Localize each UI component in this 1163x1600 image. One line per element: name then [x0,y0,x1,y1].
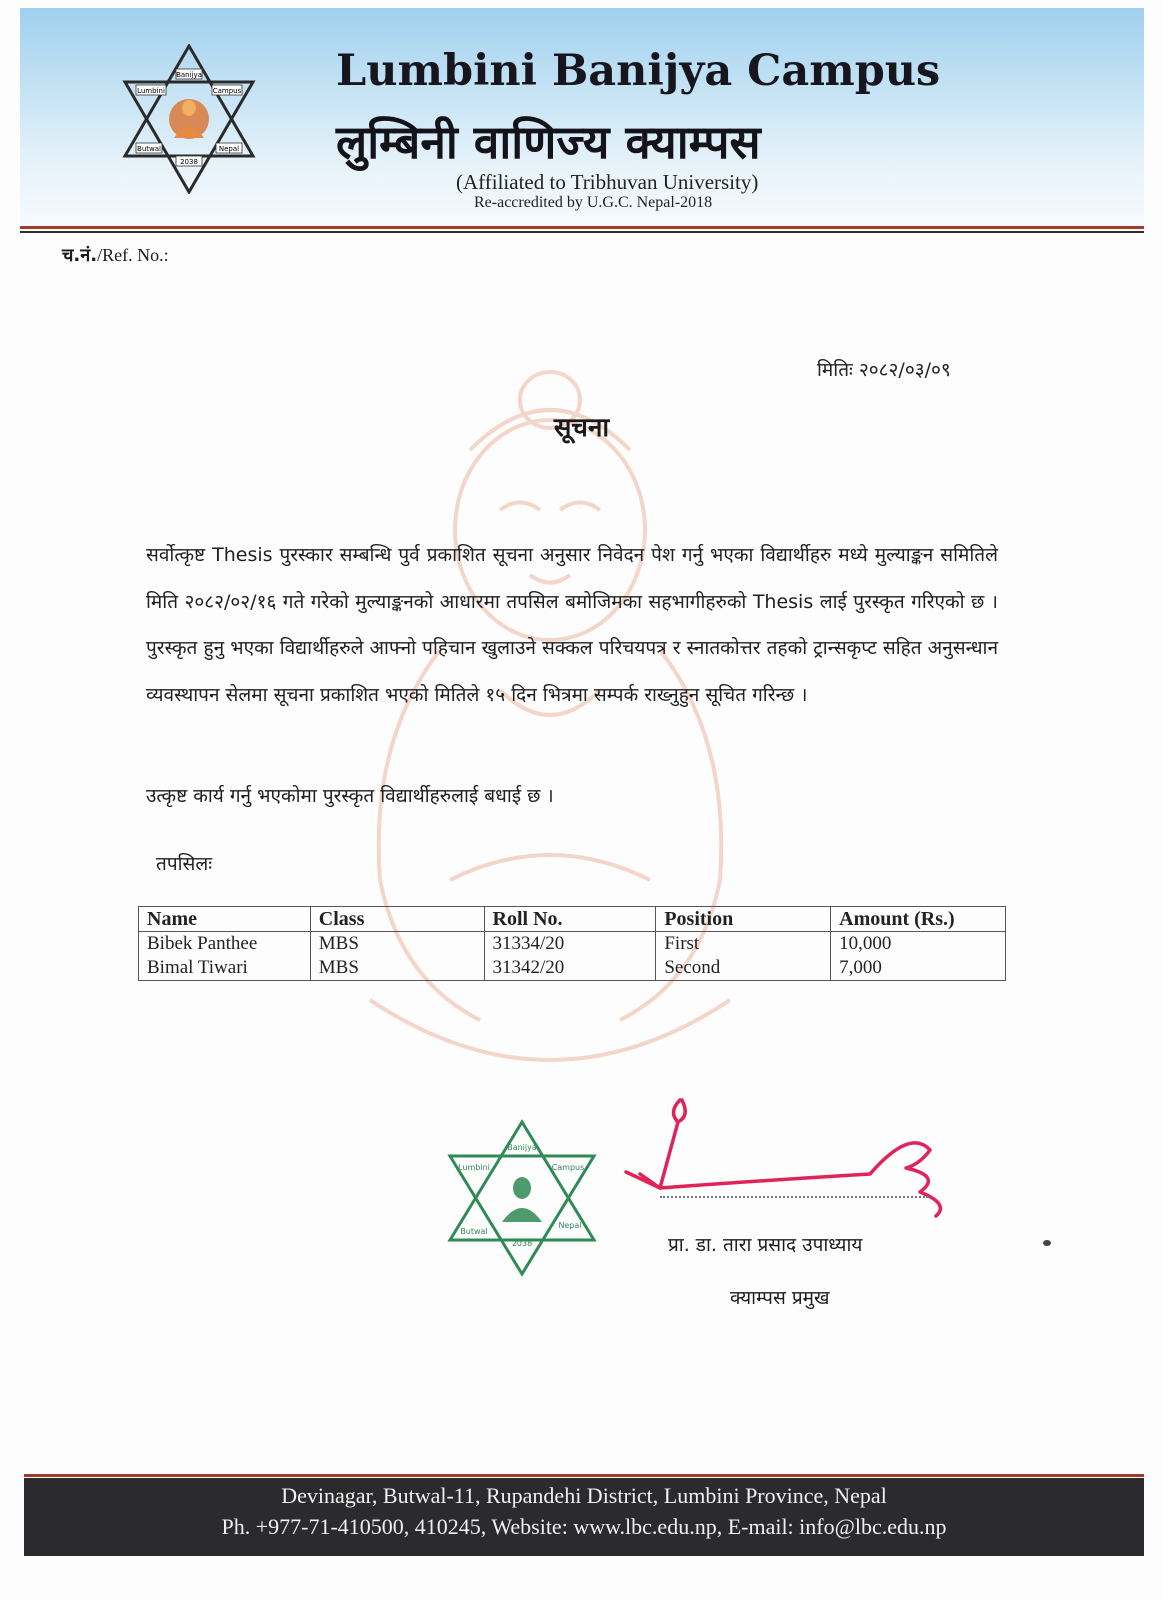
column-header-position: Position [656,907,831,932]
ink-speck [1043,1240,1051,1246]
letterhead-footer [24,1478,1144,1556]
table-row [139,956,1006,981]
seal-label-nepal: Nepal [558,1221,582,1230]
seal-label-year: 2038 [511,1239,533,1248]
footer-rule [24,1474,1144,1477]
cell-position: First [656,932,831,957]
accreditation-line: Re-accredited by U.G.C. Nepal-2018 [474,194,713,211]
logo-label-banijya: Banijya [176,71,202,79]
footer-contact: Ph. +977-71-410500, 410245, Website: www.lbc.edu.np, E-mail: info@lbc.edu.np [221,1514,947,1539]
cell-class: MBS [310,956,484,981]
column-header-roll-no: Roll No. [484,907,656,932]
cell-roll-no: 31334/20 [484,932,656,957]
notice-date: मितिः २०८२/०३/०९ [817,359,951,381]
column-header-name: Name [139,907,311,932]
notice-heading: सूचना [553,413,610,443]
table-header-row [139,907,1006,932]
logo-label-lumbini: Lumbini [137,87,165,95]
logo-label-nepal: Nepal [218,145,240,153]
congratulation-paragraph: उत्कृष्ट कार्य गर्नु भएकोमा पुरस्कृत विद्यार्थीहरुलाई बधाई छ । [146,785,554,807]
seal-label-butwal: Butwal [460,1227,488,1236]
seal-label-banijya: Banijya [507,1143,537,1152]
campus-title-nepali: लुम्बिनी वाणिज्य क्याम्पस [336,115,761,169]
cell-position: Second [656,956,831,981]
logo-label-campus: Campus [212,87,242,95]
cell-name: Bimal Tiwari [139,956,311,981]
cell-name: Bibek Panthee [139,932,311,957]
column-header-class: Class [310,907,484,932]
hexagram-buddha-logo [114,44,264,194]
logo-label-butwal: Butwal [137,145,161,153]
ref-label-english: /Ref. No.: [97,245,169,265]
award-table [138,906,1006,981]
cell-amount: 7,000 [831,956,1006,981]
table-row [139,932,1006,957]
cell-class: MBS [310,932,484,957]
seal-label-lumbini: Lumbini [458,1163,490,1172]
seal-label-campus: Campus [551,1163,585,1172]
logo-label-year: 2038 [180,158,198,166]
cell-roll-no: 31342/20 [484,956,656,981]
signatory-name: प्रा. डा. तारा प्रसाद उपाध्याय [668,1234,863,1256]
header-rule-red [20,226,1144,229]
affiliation-line: (Affiliated to Tribhuvan University) [456,170,759,194]
details-label: तपसिलः [156,853,213,875]
ref-label-nepali: च.नं. [62,245,98,266]
campus-seal-icon [444,1118,600,1278]
column-header-amount: Amount (Rs.) [831,907,1006,932]
buddha-watermark-icon [250,360,850,1100]
signature-line [660,1196,928,1198]
header-rule-dark [20,231,1144,233]
cell-amount: 10,000 [831,932,1006,957]
footer-address: Devinagar, Butwal-11, Rupandehi District, Lumbini Province, Nepal [281,1483,887,1508]
signatory-designation: क्याम्पस प्रमुख [730,1287,830,1309]
handwritten-signature-icon [620,1088,960,1228]
notice-body-paragraph: सर्वोत्कृष्ट Thesis पुरस्कार सम्बन्धि पुर्व प्रकाशित सूचना अनुसार निवेदन पेश गर्नु भएका विद्यार्थीहरु मध्ये मुल्याङ्कन समितिले मिति २०८२/०२/१६ गते गरेको मुल्याङ्कनको आधारमा तपसिल बमोजिमका सहभागीहरुको Thesis लाई पुरस्कृत गरिएको छ । पुरस्कृत हुनु भएका विद्यार्थीहरुले आफ्नो पहिचान खुलाउने सक्कल परिचयपत्र र स्नातकोत्तर तहको ट्रान्सकृप्ट सहित अनुसन्धान व्यवस्थापन सेलमा सूचना प्रकाशित भएको मितिले १५ दिन भित्रमा सम्पर्क राख्नुहुन सूचित गरिन्छ । [146,544,998,706]
reference-number [62,243,169,267]
campus-title-english: Lumbini Banijya Campus [336,46,941,96]
